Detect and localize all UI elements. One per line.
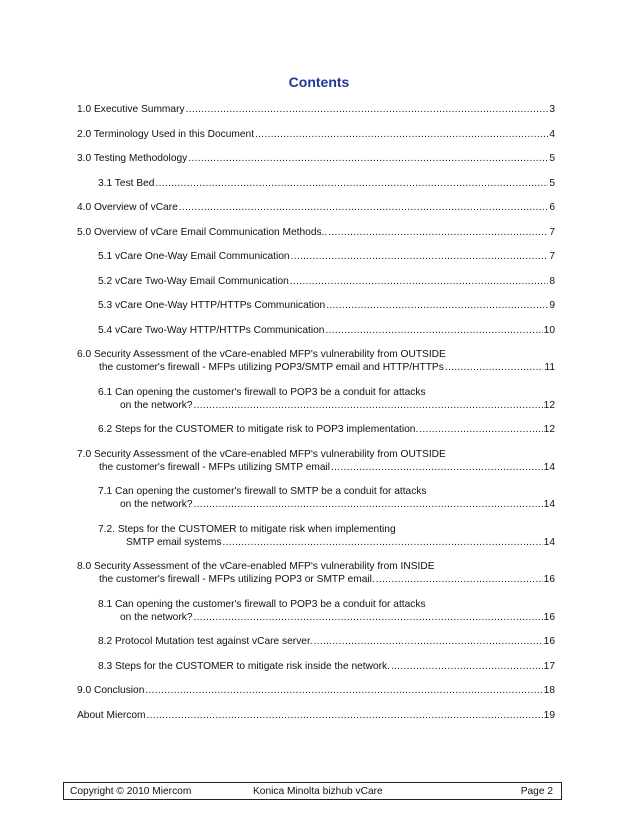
toc-entry-text: 6.1 Can opening the customer's firewall to POP3 be a conduit for attacks xyxy=(98,386,426,398)
toc-leader-dots xyxy=(147,709,543,722)
toc-entry-text: 5.0 Overview of vCare Email Communication Methods.. xyxy=(77,226,328,238)
toc-page-number: 5 xyxy=(549,177,555,189)
toc-entry-2-0[interactable] xyxy=(77,128,555,141)
toc-page-number: 17 xyxy=(543,660,555,672)
toc-entry-text-continued: the customer's firewall - MFPs utilizing POP3/SMTP email and HTTP/HTTPs xyxy=(99,362,444,373)
toc-entry-8-2[interactable] xyxy=(77,635,555,648)
toc-leader-dots xyxy=(255,128,548,141)
toc-page-number: 8 xyxy=(549,275,555,287)
toc-leader-dots xyxy=(179,201,549,214)
toc-entry-text: 6.0 Security Assessment of the vCare-enabled MFP's vulnerability from OUTSIDE xyxy=(77,349,446,360)
toc-entry-text: 1.0 Executive Summary xyxy=(77,104,185,115)
toc-entry-text: 8.1 Can opening the customer's firewall to POP3 be a conduit for attacks xyxy=(98,598,426,610)
toc-entry-text: 8.0 Security Assessment of the vCare-enabled MFP's vulnerability from INSIDE xyxy=(77,561,435,572)
toc-leader-dots xyxy=(328,226,548,239)
toc-entry-text-continued: the customer's firewall - MFPs utilizing SMTP email xyxy=(99,461,331,473)
toc-page-number: 10 xyxy=(543,324,555,336)
toc-entry-7-2[interactable] xyxy=(77,523,555,549)
toc-leader-dots xyxy=(290,275,549,288)
toc-leader-dots xyxy=(188,152,548,165)
toc-entry-text: 5.2 vCare Two-Way Email Communication xyxy=(98,275,289,287)
toc-page-number: 18 xyxy=(543,685,555,696)
toc-leader-dots xyxy=(186,103,549,116)
toc-entry-text: 3.1 Test Bed xyxy=(98,177,155,189)
toc-page-number: 16 xyxy=(543,574,555,585)
toc-page-number: 4 xyxy=(549,128,555,140)
toc-entry-text: 7.2. Steps for the CUSTOMER to mitigate risk when implementing xyxy=(98,523,396,535)
toc-leader-dots xyxy=(331,461,543,474)
toc-page-number: 14 xyxy=(543,536,555,548)
toc-leader-dots xyxy=(326,299,548,312)
toc-entry-text: 7.1 Can opening the customer's firewall to SMTP be a conduit for attacks xyxy=(98,486,427,497)
toc-entry-8-0[interactable] xyxy=(77,560,555,586)
toc-entry-text: 5.1 vCare One-Way Email Communication xyxy=(98,251,290,262)
toc-entry-text-continued: the customer's firewall - MFPs utilizing POP3 or SMTP email. xyxy=(99,574,375,585)
toc-leader-dots xyxy=(419,423,542,436)
toc-page-number: 19 xyxy=(543,709,555,721)
toc-entry-8-1[interactable] xyxy=(77,598,555,624)
toc-leader-dots xyxy=(145,684,542,697)
toc-page-number: 16 xyxy=(543,611,555,623)
toc-leader-dots xyxy=(314,635,543,648)
contents-title: Contents xyxy=(288,74,350,90)
toc-leader-dots xyxy=(194,498,543,511)
toc-page-number: 12 xyxy=(543,399,555,411)
toc-entry-text-continued: on the network? xyxy=(120,399,193,411)
toc-leader-dots xyxy=(222,536,542,549)
toc-entry-3-1[interactable] xyxy=(77,177,555,190)
toc-page-number: 9 xyxy=(549,300,555,311)
toc-entry-text: 5.4 vCare Two-Way HTTP/HTTPs Communication xyxy=(98,324,325,336)
toc-entry-text: 8.2 Protocol Mutation test against vCare server. xyxy=(98,636,313,647)
toc-entry-5-2[interactable] xyxy=(77,275,555,288)
toc-entry-5-1[interactable] xyxy=(77,250,555,263)
toc-leader-dots xyxy=(376,573,543,586)
toc-entry-6-1[interactable] xyxy=(77,386,555,412)
toc-entry-3-0[interactable] xyxy=(77,152,555,165)
toc-entry-5-4[interactable] xyxy=(77,324,555,337)
toc-leader-dots xyxy=(194,611,543,624)
toc-leader-dots xyxy=(445,361,544,374)
toc-entry-9-0[interactable] xyxy=(77,684,555,697)
toc-entry-text: 8.3 Steps for the CUSTOMER to mitigate risk inside the network. xyxy=(98,660,390,672)
toc-entry-text: 3.0 Testing Methodology xyxy=(77,153,188,164)
toc-entry-text: 9.0 Conclusion xyxy=(77,685,145,696)
toc-entry-5-0[interactable] xyxy=(77,226,555,239)
toc-page-number: 14 xyxy=(543,461,555,473)
toc-page-number: 16 xyxy=(543,636,555,647)
table-of-contents xyxy=(77,103,555,733)
toc-leader-dots xyxy=(325,324,542,337)
toc-entry-text: About Miercom xyxy=(77,709,146,721)
toc-page-number: 12 xyxy=(543,424,555,435)
toc-leader-dots xyxy=(194,399,543,412)
toc-page-number: 11 xyxy=(544,362,555,373)
toc-leader-dots xyxy=(155,177,548,190)
toc-entry-6-0[interactable] xyxy=(77,348,555,374)
toc-page-number: 6 xyxy=(549,202,555,213)
footer-page-number: Page 2 xyxy=(520,786,553,797)
page-footer xyxy=(63,782,562,800)
toc-page-number: 7 xyxy=(549,251,555,262)
toc-entry-6-2[interactable] xyxy=(77,423,555,436)
toc-entry-about-miercom[interactable] xyxy=(77,709,555,722)
toc-entry-text: 4.0 Overview of vCare xyxy=(77,202,178,213)
toc-entry-text: 5.3 vCare One-Way HTTP/HTTPs Communication xyxy=(98,300,326,311)
toc-page-number: 7 xyxy=(549,226,555,238)
toc-page-number: 5 xyxy=(549,153,555,164)
toc-entry-4-0[interactable] xyxy=(77,201,555,214)
footer-copyright: Copyright © 2010 Miercom xyxy=(70,786,192,797)
toc-page-number: 3 xyxy=(549,104,555,115)
toc-entry-8-3[interactable] xyxy=(77,660,555,673)
toc-entry-text: 2.0 Terminology Used in this Document xyxy=(77,128,255,140)
toc-entry-5-3[interactable] xyxy=(77,299,555,312)
footer-product: Konica Minolta bizhub vCare xyxy=(253,786,383,797)
toc-entry-7-0[interactable] xyxy=(77,448,555,474)
toc-entry-text-continued: SMTP email systems xyxy=(126,536,222,548)
toc-page-number: 14 xyxy=(543,499,555,510)
toc-entry-text: 6.2 Steps for the CUSTOMER to mitigate risk to POP3 implementation. xyxy=(98,424,419,435)
toc-leader-dots xyxy=(391,660,543,673)
toc-entry-text-continued: on the network? xyxy=(120,611,193,623)
toc-leader-dots xyxy=(291,250,549,263)
toc-entry-text-continued: on the network? xyxy=(120,499,193,510)
toc-entry-1-0[interactable] xyxy=(77,103,555,116)
toc-entry-text: 7.0 Security Assessment of the vCare-enabled MFP's vulnerability from OUTSIDE xyxy=(77,448,446,460)
toc-entry-7-1[interactable] xyxy=(77,485,555,511)
